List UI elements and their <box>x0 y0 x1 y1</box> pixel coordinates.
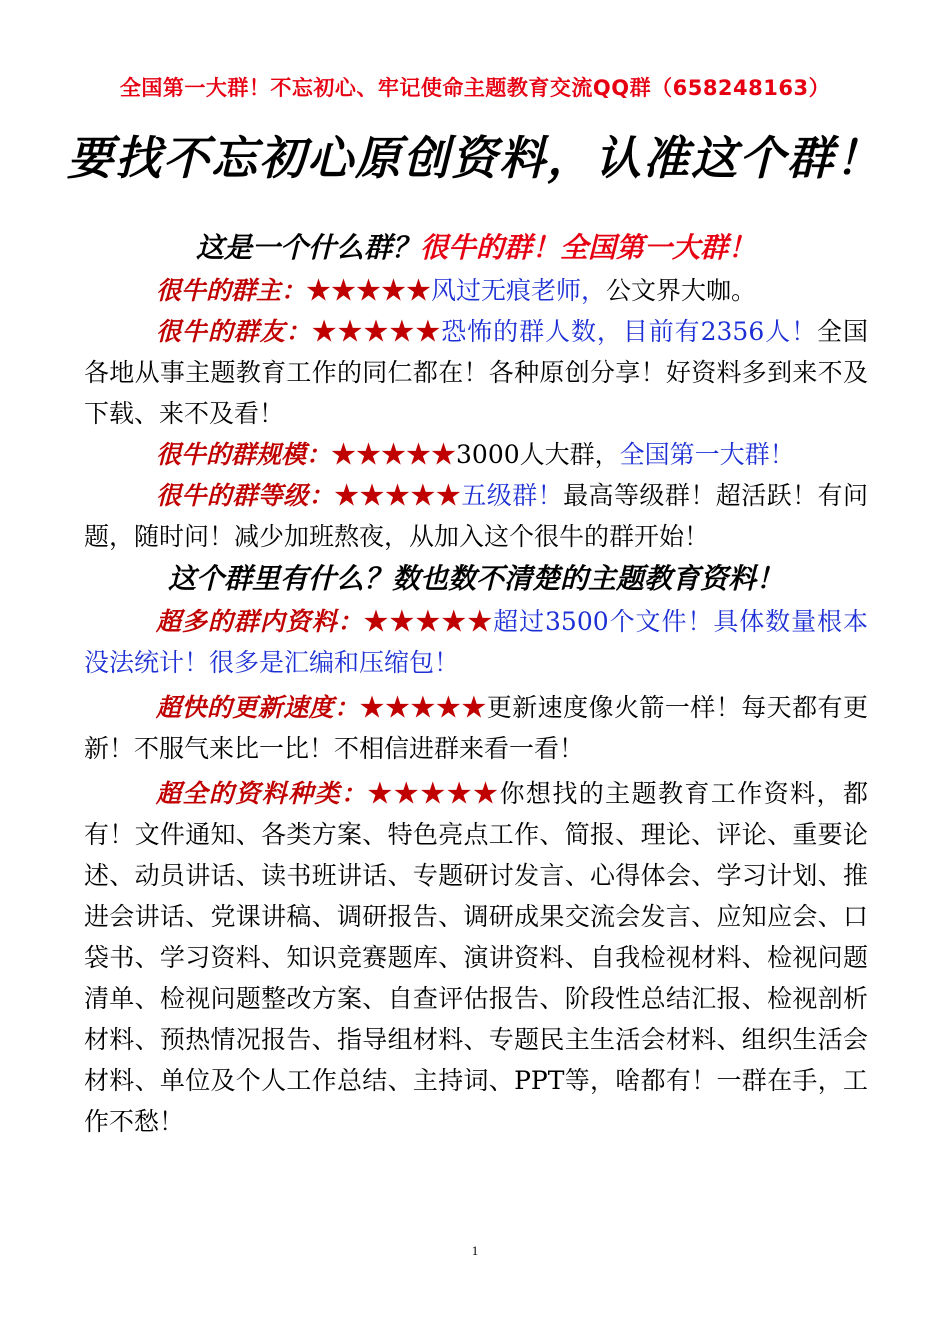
item-update-speed <box>84 687 868 769</box>
item-group-members <box>84 311 868 434</box>
item-text: 你想找的主题教育工作资料，都有！文件通知、各类方案、特色亮点工作、简报、理论、评论、重要论述、动员讲话、读书班讲话、专题研讨发言、心得体会、学习计划、推进会讲话、党课讲稿、调研报告、调研成果交流会发言、应知应会、口袋书、学习资料、知识竞赛题库、演讲资料、自我检视材料、检视问题清单、检视问题整改方案、自查评估报告、阶段性总结汇报、检视剖析材料、预热情况报告、指导组材料、专题民主生活会材料、组织生活会材料、单位及个人工作总结、主持词、PPT等，啥都有！一群在手，工作不愁！ <box>84 779 868 1136</box>
page-title: 要找不忘初心原创资料，认准这个群！ <box>67 131 883 185</box>
item-group-level <box>84 475 868 557</box>
section-title-2: 这个群里有什么？数也数不清楚的主题教育资料！ <box>167 562 784 595</box>
rating-stars: ★★★★★ <box>331 440 457 469</box>
rating-stars: ★★★★★ <box>367 779 500 808</box>
item-label: 很牛的群友： <box>156 317 312 346</box>
section-title-1-red: 很牛的群！全国第一大群！ <box>420 231 757 264</box>
item-highlight: 风过无痕老师， <box>431 276 607 305</box>
item-highlight: 超过3500个文件！具体数量根本没法统计！很多是汇编和压缩包！ <box>84 607 868 677</box>
page-number: 1 <box>471 1243 479 1258</box>
item-highlight: 恐怖的群人数，目前有2356人！ <box>441 317 818 346</box>
item-materials-count <box>84 601 868 683</box>
rating-stars: ★★★★★ <box>334 481 462 510</box>
item-label: 很牛的群等级： <box>156 481 335 510</box>
item-highlight: 五级群！ <box>461 481 564 510</box>
item-group-leader <box>84 270 868 311</box>
item-label: 超多的群内资料： <box>156 607 364 636</box>
item-group-scale <box>84 434 868 475</box>
rating-stars: ★★★★★ <box>311 317 442 346</box>
item-text: 更新速度像火箭一样！每天都有更新！不服气来比一比！不相信进群来看一看！ <box>84 693 868 763</box>
rating-stars: ★★★★★ <box>306 276 432 305</box>
item-text: 公文界大咖。 <box>606 276 757 305</box>
item-label: 超全的资料种类： <box>156 779 368 808</box>
rating-stars: ★★★★★ <box>363 607 494 636</box>
item-label: 很牛的群规模： <box>156 440 332 469</box>
item-label: 很牛的群主： <box>156 276 307 305</box>
item-material-types <box>84 773 868 1142</box>
item-label: 超快的更新速度： <box>156 693 360 722</box>
section-title-1-black: 这是一个什么群？ <box>195 231 420 264</box>
section-title-1 <box>84 226 868 270</box>
header-banner: 全国第一大群！不忘初心、牢记使命主题教育交流QQ群（658248163） <box>119 76 831 100</box>
item-highlight: 全国第一大群！ <box>619 440 795 469</box>
rating-stars: ★★★★★ <box>359 693 487 722</box>
item-text: 全国各地从事主题教育工作的同仁都在！各种原创分享！好资料多到来不及下载、来不及看！ <box>84 317 868 428</box>
item-text: 最高等级群！超活跃！有问题，随时问！减少加班熬夜，从加入这个很牛的群开始！ <box>84 481 868 551</box>
body-text <box>84 226 868 1142</box>
item-text-before: 3000人大群， <box>456 440 620 469</box>
